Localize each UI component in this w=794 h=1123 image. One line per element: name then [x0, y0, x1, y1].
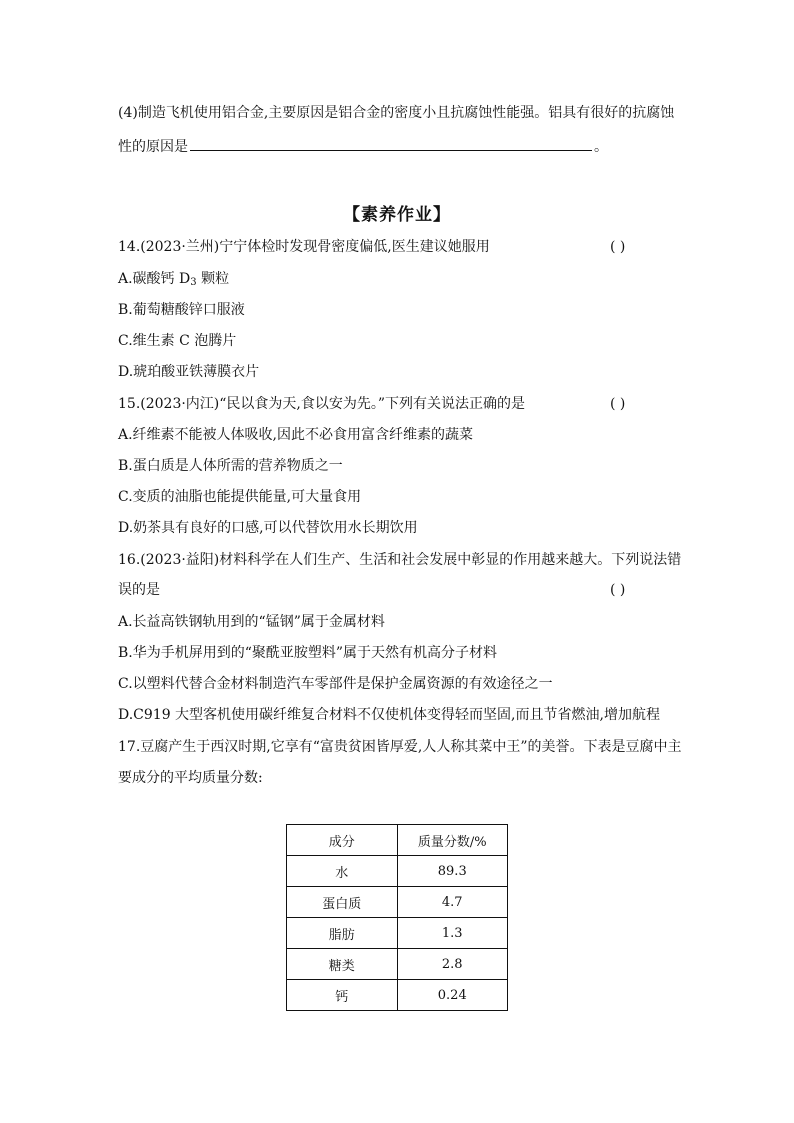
table-row	[287, 856, 508, 887]
table-cell: 1.3	[397, 918, 508, 949]
q15-option-a: A.纤维素不能被人体吸收,因此不必食用富含纤维素的蔬菜	[118, 427, 474, 443]
q13-part4-line2	[118, 136, 608, 156]
table-cell: 脂肪	[287, 918, 398, 949]
composition-table	[286, 824, 508, 1011]
q14-stem: 14.(2023·兰州)宁宁体检时发现骨密度偏低,医生建议她服用	[118, 239, 490, 255]
table-header-cell: 成分	[287, 825, 398, 856]
table-cell: 水	[287, 856, 398, 887]
q14-option-b: B.葡萄糖酸锌口服液	[118, 302, 245, 318]
table-cell: 钙	[287, 980, 398, 1011]
table-cell: 89.3	[397, 856, 508, 887]
q16-option-d: D.C919 大型客机使用碳纤维复合材料不仅使机体变得轻而坚固,而且节省燃油,增加航程	[118, 707, 660, 723]
q13-part4-line1: (4)制造飞机使用铝合金,主要原因是铝合金的密度小且抗腐蚀性能强。铝具有很好的抗腐蚀	[118, 105, 675, 121]
table-header-cell: 质量分数/%	[397, 825, 508, 856]
section-title: 【素养作业】	[343, 205, 451, 225]
q17-line2: 要成分的平均质量分数:	[118, 770, 263, 786]
table-cell: 糖类	[287, 949, 398, 980]
q14-option-a: A.碳酸钙 $D_3$ 颗粒	[118, 271, 230, 288]
q15-option-d: D.奶茶具有良好的口感,可以代替饮用水长期饮用	[118, 520, 418, 536]
q15-stem: 15.(2023·内江)“民以食为天,食以安为先。”下列有关说法正确的是	[118, 396, 526, 412]
q16-stem-line1: 16.(2023·益阳)材料科学在人们生产、生活和社会发展中彰显的作用越来越大。下列说法错	[118, 552, 682, 568]
q16-stem-line2: 误的是	[118, 582, 160, 598]
table-cell: 4.7	[397, 887, 508, 918]
q15-option-b: B.蛋白质是人体所需的营养物质之一	[118, 458, 343, 474]
q14-answer-paren[interactable]: ( )	[610, 239, 626, 255]
table-row	[287, 949, 508, 980]
q16-option-b: B.华为手机屏用到的“聚酰亚胺塑料”属于天然有机高分子材料	[118, 645, 498, 661]
table-cell: 2.8	[397, 949, 508, 980]
answer-blank[interactable]	[190, 136, 592, 151]
table-row	[287, 918, 508, 949]
table-row	[287, 980, 508, 1011]
table-cell: 0.24	[397, 980, 508, 1011]
q16-option-c: C.以塑料代替合金材料制造汽车零部件是保护金属资源的有效途径之一	[118, 676, 553, 692]
q16-answer-paren[interactable]: ( )	[610, 582, 626, 598]
table-row	[287, 887, 508, 918]
q13-part4-suffix: 。	[594, 139, 608, 155]
table-cell: 蛋白质	[287, 887, 398, 918]
q13-part4-prefix: 性的原因是	[118, 139, 188, 155]
q17-line1: 17.豆腐产生于西汉时期,它享有“富贵贫困皆厚爱,人人称其菜中王”的美誉。下表是豆腐中主	[118, 739, 682, 755]
q15-option-c: C.变质的油脂也能提供能量,可大量食用	[118, 489, 362, 505]
q14-option-c: C.维生素 C 泡腾片	[118, 333, 237, 349]
table-header-row	[287, 825, 508, 856]
q14-option-d: D.琥珀酸亚铁薄膜衣片	[118, 364, 260, 380]
q16-option-a: A.长益高铁钢轨用到的“锰钢”属于金属材料	[118, 614, 385, 630]
q15-answer-paren[interactable]: ( )	[610, 396, 626, 412]
